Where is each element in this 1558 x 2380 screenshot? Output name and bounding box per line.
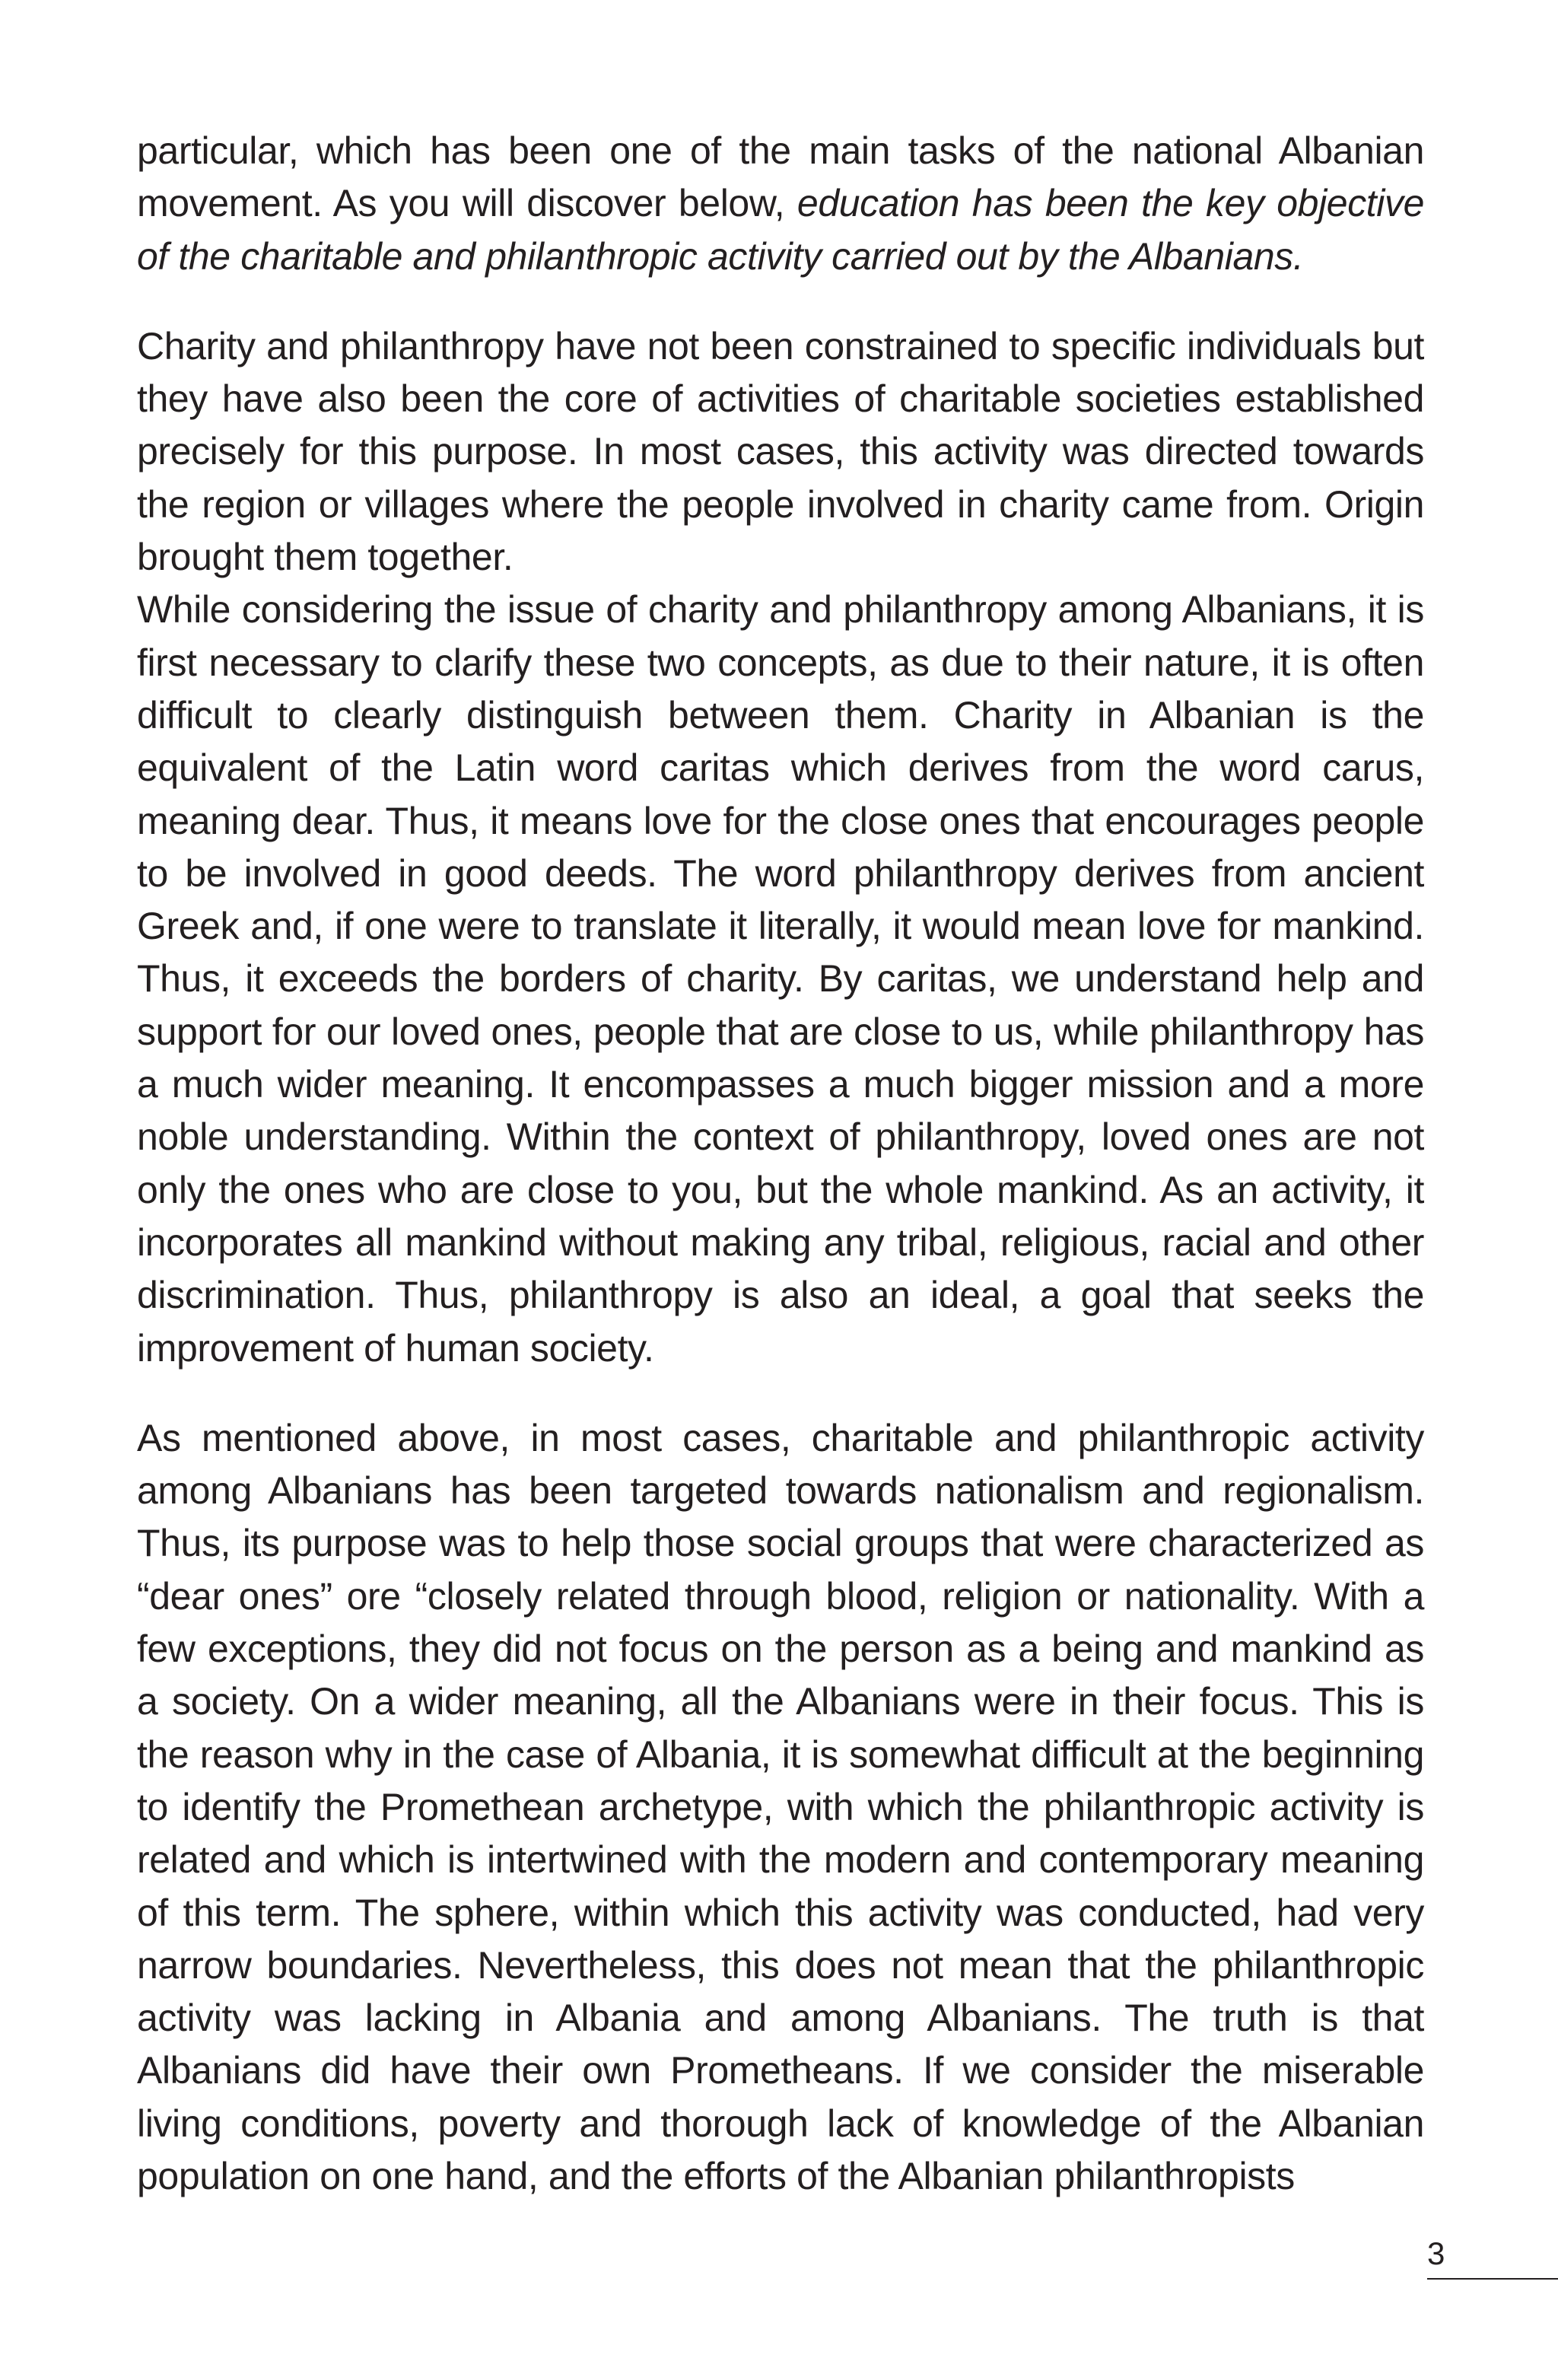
paragraph-4: As mentioned above, in most cases, charitable and philanthropic activity among Albanians has been targeted towards nationalism and regionalism. Thus, its purpose was to help those social groups that were characterized as “dear ones” ore “closely related through blood, religion or nationality. With a few exceptions, they did not focus on the person as a being and mankind as a society. On a wider meaning, all the Albanians were in their focus. This is the reason why in the case of Albania, it is somewhat difficult at the beginning to identify the Promethean archetype, with which the philanthropic activity is related and which is intertwined with the modern and contemporary meaning of this term. The sphere, within which this activity was conducted, had very narrow boundaries. Nevertheless, this does not mean that the philanthropic activity was lacking in Albania and among Albanians. The truth is that Albanians did have their own Prometheans. If we consider the miserable living conditions, poverty and thorough lack of knowledge of the Albanian population on one hand, and the efforts of the Albanian philanthropists — [137, 1416, 1424, 2197]
paragraph-1 — [137, 125, 1424, 283]
page-number: 3 — [1427, 2235, 1445, 2271]
paragraph-3: While considering the issue of charity and philanthropy among Albanians, it is first necessary to clarify these two concepts, as due to their nature, it is often difficult to clearly distinguish between them. Charity in Albanian is the equivalent of the Latin word caritas which derives from the word carus, meaning dear. Thus, it means love for the close ones that encourages people to be involved in good deeds. The word philanthropy derives from ancient Greek and, if one were to translate it literally, it would mean love for mankind. Thus, it exceeds the borders of charity. By caritas, we understand help and support for our loved ones, people that are close to us, while philanthropy has a much wider meaning. It encompasses a much bigger mission and a more noble understanding. Within the context of philanthropy, loved ones are not only the ones who are close to you, but the whole mankind. As an activity, it incorporates all mankind without making any tribal, religious, racial and other discrimination. Thus, philanthropy is also an ideal, a goal that seeks the improvement of human society. — [137, 588, 1424, 1370]
body-text — [137, 125, 1424, 2203]
page-number-rule — [1427, 2278, 1558, 2280]
paragraph-2: Charity and philanthropy have not been constrained to specific individuals but they have also been the core of activities of charitable societies established precisely for this purpose. In most cases, this activity was directed towards the region or villages where the people involved in charity came from. Origin brought them together. — [137, 324, 1424, 579]
paragraph-1-regular: particular, which has been one of the main tasks of the national Albanian movement. As you will discover below, — [137, 129, 1424, 225]
paragraph-1-italic: education has been the key objective of the charitable and philanthropic activity carried out by the Albanians. — [137, 182, 1425, 278]
